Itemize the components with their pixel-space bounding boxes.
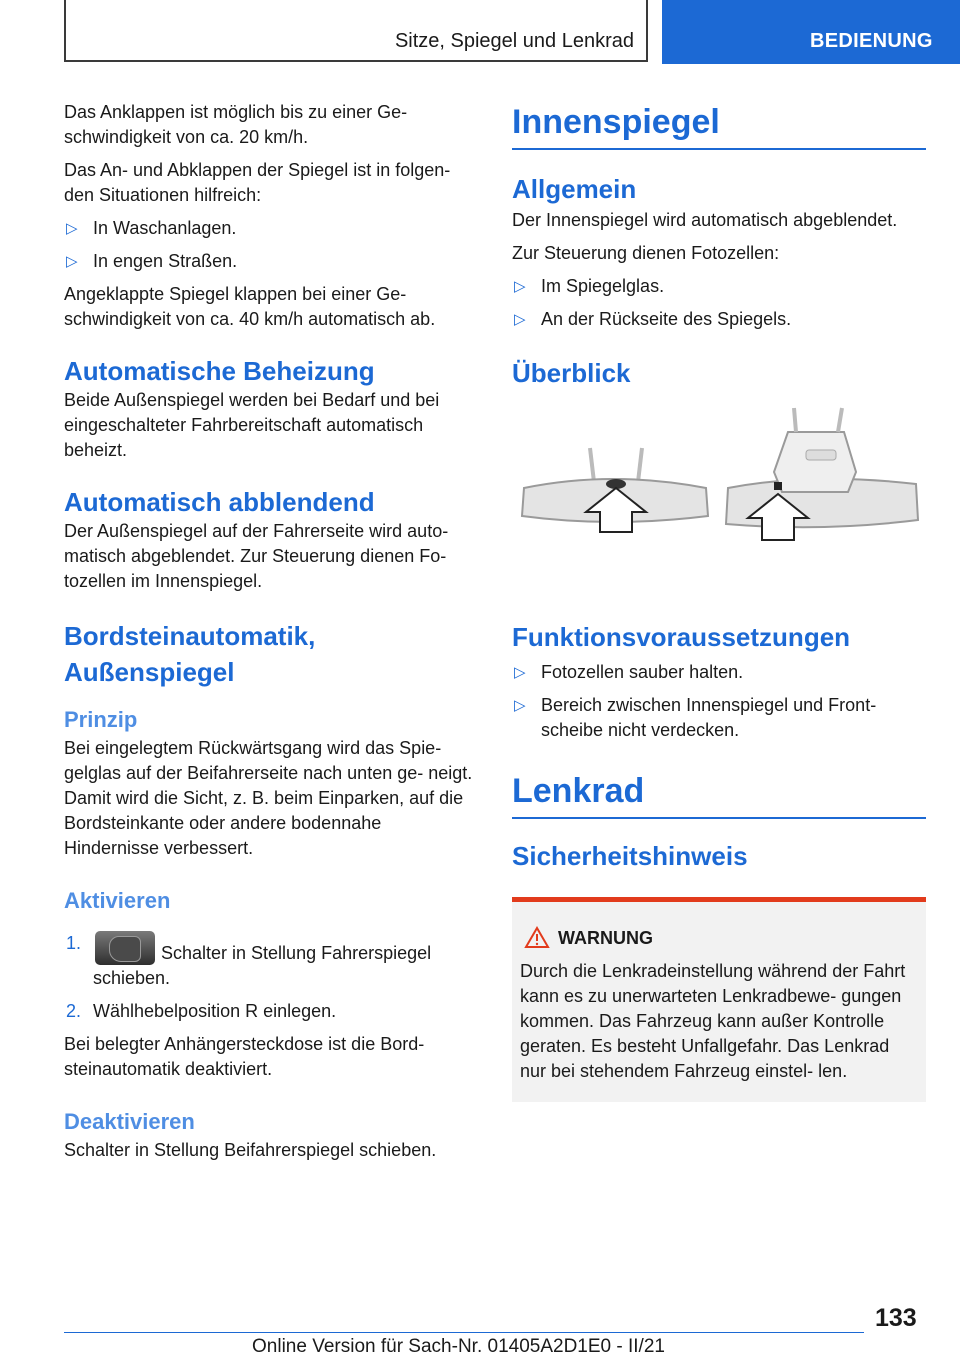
paragraph: Beide Außenspiegel werden bei Bedarf und bei eingeschalteter Fahrbereitschaft automatisch beheizt. bbox=[64, 390, 440, 460]
list-item: ▷ Fotozellen sauber halten. bbox=[512, 660, 926, 685]
list-item: 1. Schalter in Stellung Fahrerspiegel schieben. bbox=[66, 933, 432, 988]
heading-auto-dimming: Automatisch abblendend bbox=[64, 487, 375, 517]
bullet-triangle-icon: ▷ bbox=[66, 220, 78, 237]
list-item: ▷ Bereich zwischen Innenspiegel und Front‐ scheibe nicht verdecken. bbox=[514, 695, 877, 740]
paragraph: Bei belegter Anhängersteckdose ist die Bord‐ steinautomatik deaktiviert. bbox=[64, 1034, 425, 1079]
paragraph: Der Innenspiegel wird automatisch abgeblendet. bbox=[512, 210, 898, 230]
warning-text: Durch die Lenkradeinstellung während der Fahrt kann es zu unerwarteten Lenkradbewe‐ gungen kommen. Das Fahrzeug kann außer Kontrolle geraten. Es besteht Unfallgefahr. Das Lenkrad nur bei stehendem Fahrzeug einstel‐ len. bbox=[520, 961, 906, 1081]
heading-curb-automatic: Bordsteinautomatik, Außenspiegel bbox=[64, 621, 316, 687]
heading-interior-mirror: Innenspiegel bbox=[512, 100, 926, 150]
list-item: ▷ An der Rückseite des Spiegels. bbox=[512, 307, 926, 332]
list-item: 2. Wählhebelposition R einlegen. bbox=[64, 999, 478, 1024]
warning-triangle-icon bbox=[524, 926, 550, 949]
interior-mirror-illustration bbox=[512, 388, 928, 608]
right-column bbox=[512, 100, 926, 1102]
paragraph: Bei eingelegtem Rückwärtsgang wird das Spie‐ gelglas auf der Beifahrerseite nach unten ge‐ neigt. Damit wird die Sicht, z. B. beim Einparken, auf die Bordsteinkante oder andere bodennahe Hindernisse verbessert. bbox=[64, 738, 473, 858]
paragraph: Das Anklappen ist möglich bis zu einer Ge‐ schwindigkeit von ca. 20 km/h. bbox=[64, 102, 408, 147]
list-item: ▷ In engen Straßen. bbox=[64, 249, 478, 274]
heading-overview: Überblick bbox=[512, 358, 631, 388]
heading-principle: Prinzip bbox=[64, 707, 138, 732]
paragraph: Schalter in Stellung Beifahrerspiegel schieben. bbox=[64, 1140, 437, 1160]
mirror-figure bbox=[512, 388, 926, 608]
step-number: 2. bbox=[66, 1001, 82, 1021]
page-number: 133 bbox=[875, 1304, 917, 1332]
bullet-triangle-icon: ▷ bbox=[514, 697, 526, 714]
step-number: 1. bbox=[66, 933, 82, 953]
left-column bbox=[64, 100, 478, 1163]
heading-activate: Aktivieren bbox=[64, 888, 171, 913]
header-chapter-tab bbox=[662, 0, 960, 64]
heading-steering-wheel: Lenkrad bbox=[512, 769, 926, 819]
list-item: ▷ In Waschanlagen. bbox=[64, 216, 478, 241]
bullet-triangle-icon: ▷ bbox=[514, 278, 526, 295]
paragraph: Angeklappte Spiegel klappen bei einer Ge‐ schwindigkeit von ca. 40 km/h automatisch ab. bbox=[64, 284, 436, 329]
footer-divider bbox=[64, 1332, 864, 1333]
bullet-triangle-icon: ▷ bbox=[514, 664, 526, 681]
heading-heating: Automatische Beheizung bbox=[64, 356, 375, 386]
paragraph: Der Außenspiegel auf der Fahrerseite wird auto‐ matisch abgeblendet. Zur Steuerung dienen Fo‐ tozellen im Innenspiegel. bbox=[64, 521, 449, 591]
warning-title: WARNUNG bbox=[520, 926, 918, 951]
photocell-rear-icon bbox=[774, 482, 782, 490]
heading-requirements: Funktionsvoraussetzungen bbox=[512, 622, 851, 652]
heading-deactivate: Deaktivieren bbox=[64, 1109, 195, 1134]
bullet-triangle-icon: ▷ bbox=[66, 253, 78, 270]
warning-box bbox=[512, 897, 926, 1102]
mirror-switch-icon bbox=[95, 931, 155, 965]
header-chapter-title: BEDIENUNG bbox=[810, 30, 933, 52]
paragraph: Das An- und Abklappen der Spiegel ist in folgen‐ den Situationen hilfreich: bbox=[64, 160, 451, 205]
bullet-triangle-icon: ▷ bbox=[514, 311, 526, 328]
heading-general: Allgemein bbox=[512, 174, 637, 204]
heading-safety-note: Sicherheitshinweis bbox=[512, 841, 748, 871]
header-section-box bbox=[64, 0, 648, 62]
paragraph: Zur Steuerung dienen Fotozellen: bbox=[512, 243, 780, 263]
list-item: ▷ Im Spiegelglas. bbox=[512, 274, 926, 299]
header-section-title: Sitze, Spiegel und Lenkrad bbox=[394, 30, 634, 52]
footer-text: Online Version für Sach-Nr. 01405A2D1E0 - II/21 bbox=[252, 1336, 665, 1357]
